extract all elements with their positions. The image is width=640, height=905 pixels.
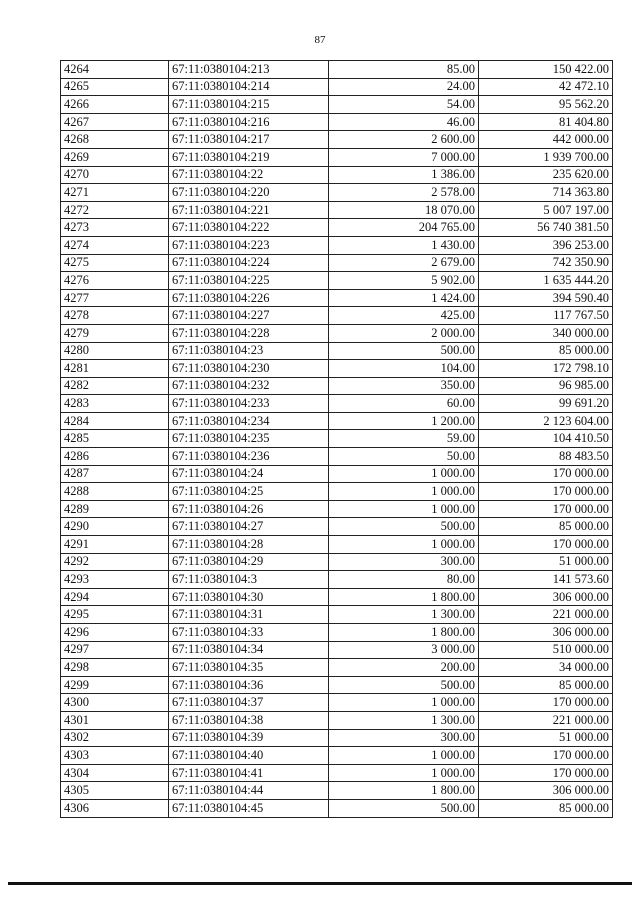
row-number-cell: 4290 xyxy=(61,518,169,536)
value-cell: 170 000.00 xyxy=(479,694,613,712)
area-cell: 1 424.00 xyxy=(329,289,479,307)
cadastral-number-cell: 67:11:0380104:228 xyxy=(169,324,329,342)
row-number-cell: 4271 xyxy=(61,184,169,202)
area-cell: 1 000.00 xyxy=(329,465,479,483)
area-cell: 1 430.00 xyxy=(329,236,479,254)
area-cell: 2 000.00 xyxy=(329,324,479,342)
table-row xyxy=(61,571,613,589)
table-row xyxy=(61,360,613,378)
area-cell: 1 800.00 xyxy=(329,588,479,606)
area-cell: 500.00 xyxy=(329,676,479,694)
bottom-divider xyxy=(8,882,632,885)
value-cell: 170 000.00 xyxy=(479,536,613,554)
area-cell: 18 070.00 xyxy=(329,201,479,219)
table-row xyxy=(61,430,613,448)
cadastral-number-cell: 67:11:0380104:28 xyxy=(169,536,329,554)
area-cell: 2 679.00 xyxy=(329,254,479,272)
table-row xyxy=(61,166,613,184)
value-cell: 88 483.50 xyxy=(479,448,613,466)
table-row xyxy=(61,500,613,518)
area-cell: 1 800.00 xyxy=(329,782,479,800)
row-number-cell: 4285 xyxy=(61,430,169,448)
row-number-cell: 4287 xyxy=(61,465,169,483)
table-row xyxy=(61,448,613,466)
value-cell: 1 635 444.20 xyxy=(479,272,613,290)
value-cell: 56 740 381.50 xyxy=(479,219,613,237)
value-cell: 141 573.60 xyxy=(479,571,613,589)
table-row xyxy=(61,553,613,571)
row-number-cell: 4301 xyxy=(61,711,169,729)
cadastral-number-cell: 67:11:0380104:226 xyxy=(169,289,329,307)
table-row xyxy=(61,483,613,501)
table-row xyxy=(61,465,613,483)
cadastral-number-cell: 67:11:0380104:36 xyxy=(169,676,329,694)
area-cell: 1 000.00 xyxy=(329,500,479,518)
value-cell: 85 000.00 xyxy=(479,518,613,536)
value-cell: 714 363.80 xyxy=(479,184,613,202)
area-cell: 350.00 xyxy=(329,377,479,395)
table-row xyxy=(61,536,613,554)
row-number-cell: 4279 xyxy=(61,324,169,342)
table-row xyxy=(61,412,613,430)
cadastral-number-cell: 67:11:0380104:23 xyxy=(169,342,329,360)
area-cell: 1 386.00 xyxy=(329,166,479,184)
table-row xyxy=(61,236,613,254)
table-row xyxy=(61,395,613,413)
cadastral-number-cell: 67:11:0380104:38 xyxy=(169,711,329,729)
area-cell: 300.00 xyxy=(329,553,479,571)
value-cell: 170 000.00 xyxy=(479,465,613,483)
row-number-cell: 4306 xyxy=(61,799,169,817)
value-cell: 170 000.00 xyxy=(479,747,613,765)
table-row xyxy=(61,96,613,114)
cadastral-number-cell: 67:11:0380104:214 xyxy=(169,78,329,96)
area-cell: 5 902.00 xyxy=(329,272,479,290)
value-cell: 85 000.00 xyxy=(479,342,613,360)
value-cell: 170 000.00 xyxy=(479,764,613,782)
cadastral-number-cell: 67:11:0380104:35 xyxy=(169,659,329,677)
cadastral-number-cell: 67:11:0380104:232 xyxy=(169,377,329,395)
cadastral-number-cell: 67:11:0380104:217 xyxy=(169,131,329,149)
value-cell: 150 422.00 xyxy=(479,61,613,79)
page-number: 87 xyxy=(314,34,326,46)
row-number-cell: 4297 xyxy=(61,641,169,659)
row-number-cell: 4265 xyxy=(61,78,169,96)
cadastral-number-cell: 67:11:0380104:220 xyxy=(169,184,329,202)
row-number-cell: 4276 xyxy=(61,272,169,290)
value-cell: 170 000.00 xyxy=(479,483,613,501)
value-cell: 340 000.00 xyxy=(479,324,613,342)
cadastral-number-cell: 67:11:0380104:29 xyxy=(169,553,329,571)
table-row xyxy=(61,694,613,712)
table-row xyxy=(61,61,613,79)
table-row xyxy=(61,324,613,342)
cadastral-number-cell: 67:11:0380104:24 xyxy=(169,465,329,483)
cadastral-number-cell: 67:11:0380104:221 xyxy=(169,201,329,219)
row-number-cell: 4278 xyxy=(61,307,169,325)
cadastral-number-cell: 67:11:0380104:227 xyxy=(169,307,329,325)
cadastral-number-cell: 67:11:0380104:30 xyxy=(169,588,329,606)
area-cell: 3 000.00 xyxy=(329,641,479,659)
row-number-cell: 4291 xyxy=(61,536,169,554)
value-cell: 172 798.10 xyxy=(479,360,613,378)
row-number-cell: 4268 xyxy=(61,131,169,149)
cadastral-number-cell: 67:11:0380104:37 xyxy=(169,694,329,712)
area-cell: 80.00 xyxy=(329,571,479,589)
table-row xyxy=(61,113,613,131)
area-cell: 500.00 xyxy=(329,518,479,536)
table-row xyxy=(61,201,613,219)
row-number-cell: 4277 xyxy=(61,289,169,307)
row-number-cell: 4294 xyxy=(61,588,169,606)
area-cell: 300.00 xyxy=(329,729,479,747)
area-cell: 425.00 xyxy=(329,307,479,325)
area-cell: 46.00 xyxy=(329,113,479,131)
value-cell: 5 007 197.00 xyxy=(479,201,613,219)
value-cell: 2 123 604.00 xyxy=(479,412,613,430)
area-cell: 104.00 xyxy=(329,360,479,378)
value-cell: 396 253.00 xyxy=(479,236,613,254)
area-cell: 500.00 xyxy=(329,799,479,817)
area-cell: 1 200.00 xyxy=(329,412,479,430)
area-cell: 2 600.00 xyxy=(329,131,479,149)
row-number-cell: 4299 xyxy=(61,676,169,694)
cadastral-number-cell: 67:11:0380104:224 xyxy=(169,254,329,272)
table-row xyxy=(61,289,613,307)
row-number-cell: 4284 xyxy=(61,412,169,430)
cadastral-number-cell: 67:11:0380104:45 xyxy=(169,799,329,817)
row-number-cell: 4280 xyxy=(61,342,169,360)
register-table-body xyxy=(61,61,613,818)
row-number-cell: 4300 xyxy=(61,694,169,712)
cadastral-number-cell: 67:11:0380104:34 xyxy=(169,641,329,659)
row-number-cell: 4273 xyxy=(61,219,169,237)
area-cell: 59.00 xyxy=(329,430,479,448)
table-row xyxy=(61,272,613,290)
value-cell: 85 000.00 xyxy=(479,676,613,694)
table-row xyxy=(61,148,613,166)
row-number-cell: 4296 xyxy=(61,624,169,642)
cadastral-number-cell: 67:11:0380104:26 xyxy=(169,500,329,518)
table-row xyxy=(61,659,613,677)
row-number-cell: 4292 xyxy=(61,553,169,571)
value-cell: 306 000.00 xyxy=(479,624,613,642)
table-row xyxy=(61,782,613,800)
cadastral-number-cell: 67:11:0380104:40 xyxy=(169,747,329,765)
cadastral-number-cell: 67:11:0380104:39 xyxy=(169,729,329,747)
area-cell: 1 000.00 xyxy=(329,764,479,782)
table-row xyxy=(61,676,613,694)
cadastral-number-cell: 67:11:0380104:235 xyxy=(169,430,329,448)
value-cell: 34 000.00 xyxy=(479,659,613,677)
cadastral-number-cell: 67:11:0380104:222 xyxy=(169,219,329,237)
value-cell: 510 000.00 xyxy=(479,641,613,659)
value-cell: 442 000.00 xyxy=(479,131,613,149)
table-row xyxy=(61,799,613,817)
cadastral-number-cell: 67:11:0380104:3 xyxy=(169,571,329,589)
area-cell: 60.00 xyxy=(329,395,479,413)
value-cell: 306 000.00 xyxy=(479,588,613,606)
area-cell: 7 000.00 xyxy=(329,148,479,166)
area-cell: 2 578.00 xyxy=(329,184,479,202)
cadastral-number-cell: 67:11:0380104:216 xyxy=(169,113,329,131)
cadastral-number-cell: 67:11:0380104:230 xyxy=(169,360,329,378)
area-cell: 24.00 xyxy=(329,78,479,96)
cadastral-number-cell: 67:11:0380104:225 xyxy=(169,272,329,290)
value-cell: 95 562.20 xyxy=(479,96,613,114)
area-cell: 1 800.00 xyxy=(329,624,479,642)
value-cell: 42 472.10 xyxy=(479,78,613,96)
table-row xyxy=(61,588,613,606)
value-cell: 81 404.80 xyxy=(479,113,613,131)
cadastral-number-cell: 67:11:0380104:31 xyxy=(169,606,329,624)
table-row xyxy=(61,377,613,395)
cadastral-number-cell: 67:11:0380104:219 xyxy=(169,148,329,166)
value-cell: 99 691.20 xyxy=(479,395,613,413)
row-number-cell: 4286 xyxy=(61,448,169,466)
value-cell: 1 939 700.00 xyxy=(479,148,613,166)
value-cell: 51 000.00 xyxy=(479,553,613,571)
cadastral-number-cell: 67:11:0380104:213 xyxy=(169,61,329,79)
value-cell: 742 350.90 xyxy=(479,254,613,272)
area-cell: 1 300.00 xyxy=(329,711,479,729)
table-row xyxy=(61,747,613,765)
row-number-cell: 4289 xyxy=(61,500,169,518)
cadastral-number-cell: 67:11:0380104:27 xyxy=(169,518,329,536)
row-number-cell: 4275 xyxy=(61,254,169,272)
area-cell: 50.00 xyxy=(329,448,479,466)
row-number-cell: 4267 xyxy=(61,113,169,131)
cadastral-number-cell: 67:11:0380104:44 xyxy=(169,782,329,800)
row-number-cell: 4274 xyxy=(61,236,169,254)
table-row xyxy=(61,518,613,536)
table-row xyxy=(61,764,613,782)
row-number-cell: 4295 xyxy=(61,606,169,624)
area-cell: 1 000.00 xyxy=(329,483,479,501)
value-cell: 306 000.00 xyxy=(479,782,613,800)
area-cell: 1 000.00 xyxy=(329,747,479,765)
cadastral-number-cell: 67:11:0380104:234 xyxy=(169,412,329,430)
value-cell: 221 000.00 xyxy=(479,711,613,729)
cadastral-number-cell: 67:11:0380104:25 xyxy=(169,483,329,501)
row-number-cell: 4270 xyxy=(61,166,169,184)
row-number-cell: 4269 xyxy=(61,148,169,166)
area-cell: 1 300.00 xyxy=(329,606,479,624)
row-number-cell: 4305 xyxy=(61,782,169,800)
value-cell: 117 767.50 xyxy=(479,307,613,325)
cadastral-number-cell: 67:11:0380104:22 xyxy=(169,166,329,184)
value-cell: 51 000.00 xyxy=(479,729,613,747)
cadastral-number-cell: 67:11:0380104:233 xyxy=(169,395,329,413)
value-cell: 221 000.00 xyxy=(479,606,613,624)
row-number-cell: 4266 xyxy=(61,96,169,114)
area-cell: 54.00 xyxy=(329,96,479,114)
row-number-cell: 4293 xyxy=(61,571,169,589)
value-cell: 235 620.00 xyxy=(479,166,613,184)
table-row xyxy=(61,131,613,149)
cadastral-number-cell: 67:11:0380104:33 xyxy=(169,624,329,642)
table-row xyxy=(61,78,613,96)
area-cell: 1 000.00 xyxy=(329,694,479,712)
value-cell: 96 985.00 xyxy=(479,377,613,395)
value-cell: 104 410.50 xyxy=(479,430,613,448)
row-number-cell: 4282 xyxy=(61,377,169,395)
table-row xyxy=(61,606,613,624)
area-cell: 1 000.00 xyxy=(329,536,479,554)
table-row xyxy=(61,641,613,659)
row-number-cell: 4281 xyxy=(61,360,169,378)
table-row xyxy=(61,219,613,237)
row-number-cell: 4304 xyxy=(61,764,169,782)
row-number-cell: 4272 xyxy=(61,201,169,219)
table-row xyxy=(61,729,613,747)
table-row xyxy=(61,307,613,325)
row-number-cell: 4303 xyxy=(61,747,169,765)
cadastral-number-cell: 67:11:0380104:236 xyxy=(169,448,329,466)
table-row xyxy=(61,711,613,729)
value-cell: 170 000.00 xyxy=(479,500,613,518)
register-table xyxy=(60,60,613,818)
value-cell: 394 590.40 xyxy=(479,289,613,307)
cadastral-number-cell: 67:11:0380104:41 xyxy=(169,764,329,782)
area-cell: 200.00 xyxy=(329,659,479,677)
row-number-cell: 4283 xyxy=(61,395,169,413)
table-row xyxy=(61,342,613,360)
row-number-cell: 4264 xyxy=(61,61,169,79)
value-cell: 85 000.00 xyxy=(479,799,613,817)
cadastral-number-cell: 67:11:0380104:223 xyxy=(169,236,329,254)
row-number-cell: 4302 xyxy=(61,729,169,747)
table-row xyxy=(61,184,613,202)
table-row xyxy=(61,254,613,272)
row-number-cell: 4288 xyxy=(61,483,169,501)
row-number-cell: 4298 xyxy=(61,659,169,677)
table-row xyxy=(61,624,613,642)
area-cell: 500.00 xyxy=(329,342,479,360)
cadastral-number-cell: 67:11:0380104:215 xyxy=(169,96,329,114)
area-cell: 204 765.00 xyxy=(329,219,479,237)
area-cell: 85.00 xyxy=(329,61,479,79)
